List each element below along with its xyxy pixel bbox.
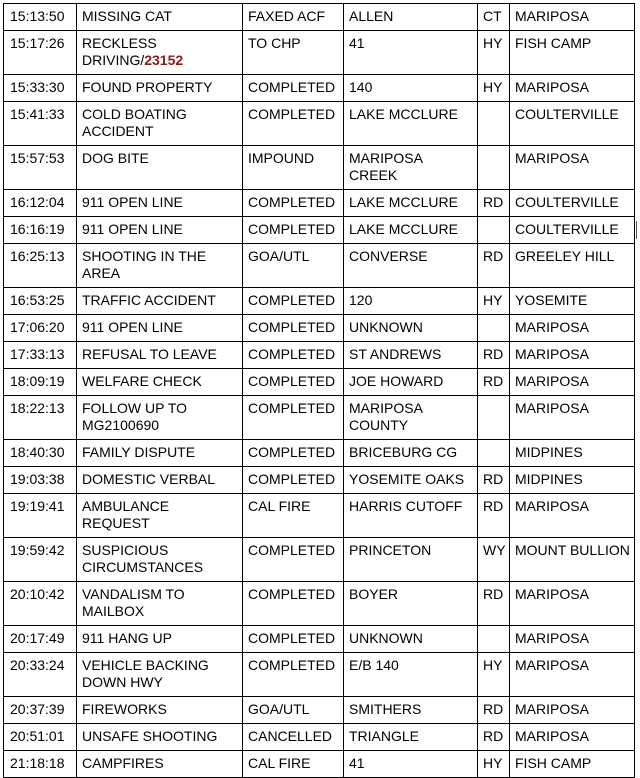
table-row [4, 440, 635, 467]
cell-street-suffix [478, 315, 510, 342]
table-row [4, 697, 635, 724]
cell-location [344, 538, 478, 582]
cell-location [344, 369, 478, 396]
cell-disposition [243, 75, 344, 102]
table-row [4, 190, 635, 217]
cell-time [4, 538, 77, 582]
cell-incident-text: TRAFFIC ACCIDENT [82, 292, 216, 308]
cell-incident [77, 653, 243, 697]
cell-incident [77, 538, 243, 582]
cell-time-text: 18:22:13 [10, 400, 65, 416]
cell-disposition [243, 396, 344, 440]
cell-location [344, 4, 478, 31]
cell-time-text: 19:59:42 [10, 542, 65, 558]
cell-location [344, 217, 478, 244]
page-edge-mark [636, 221, 637, 239]
cell-time-text: 20:51:01 [10, 728, 65, 744]
cell-city [510, 440, 635, 467]
cell-street-suffix-text: CT [483, 8, 502, 24]
cell-location [344, 244, 478, 288]
cell-location [344, 315, 478, 342]
cell-incident-text: CAMPFIRES [82, 755, 164, 771]
cell-city [510, 582, 635, 626]
cell-city-text: MARIPOSA [515, 630, 589, 646]
cell-street-suffix [478, 75, 510, 102]
cell-city [510, 751, 635, 778]
cell-disposition-text: COMPLETED [248, 373, 336, 389]
cell-location [344, 467, 478, 494]
cell-disposition-text: COMPLETED [248, 106, 336, 122]
cell-city-text: MARIPOSA [515, 79, 589, 95]
cell-time-text: 20:10:42 [10, 586, 65, 602]
cell-disposition-text: GOA/UTL [248, 701, 310, 717]
cell-street-suffix [478, 494, 510, 538]
cell-location-text: MARIPOSA COUNTY [349, 400, 423, 433]
cell-location-text: BOYER [349, 586, 399, 602]
table-row [4, 494, 635, 538]
cell-disposition-text: CAL FIRE [248, 755, 311, 771]
cell-time-text: 16:16:19 [10, 221, 65, 237]
cell-street-suffix [478, 538, 510, 582]
cell-time-text: 18:40:30 [10, 444, 65, 460]
cell-disposition [243, 315, 344, 342]
cell-location-text: 140 [349, 79, 373, 95]
cell-incident [77, 369, 243, 396]
cell-street-suffix [478, 582, 510, 626]
cell-incident-text: AMBULANCE REQUEST [82, 498, 170, 531]
cell-city-text: GREELEY HILL [515, 248, 615, 264]
cell-street-suffix-text: HY [483, 292, 503, 308]
cell-disposition-text: IMPOUND [248, 150, 315, 166]
cell-time-text: 18:09:19 [10, 373, 65, 389]
cell-location-text: YOSEMITE OAKS [349, 471, 465, 487]
cell-location [344, 190, 478, 217]
cell-city [510, 75, 635, 102]
cell-city-text: MARIPOSA [515, 150, 589, 166]
cell-incident [77, 288, 243, 315]
table-row [4, 288, 635, 315]
cell-street-suffix-text: RD [483, 701, 504, 717]
cell-disposition-text: CANCELLED [248, 728, 333, 744]
cell-city-text: MARIPOSA [515, 728, 589, 744]
cell-incident [77, 244, 243, 288]
cell-incident [77, 494, 243, 538]
cell-city-text: MARIPOSA [515, 498, 589, 514]
cell-city [510, 342, 635, 369]
cell-time [4, 315, 77, 342]
cell-time [4, 626, 77, 653]
cell-disposition [243, 4, 344, 31]
cell-incident [77, 467, 243, 494]
cell-time [4, 288, 77, 315]
cell-incident [77, 626, 243, 653]
cell-street-suffix [478, 4, 510, 31]
table-row [4, 244, 635, 288]
incident-log-table [3, 3, 635, 778]
table-row [4, 4, 635, 31]
cell-disposition-text: COMPLETED [248, 657, 336, 673]
cell-city [510, 396, 635, 440]
cell-time [4, 146, 77, 190]
cell-city-text: MARIPOSA [515, 586, 589, 602]
cell-location-text: UNKNOWN [349, 630, 423, 646]
table-row [4, 102, 635, 146]
cell-city-text: MARIPOSA [515, 8, 589, 24]
cell-time-text: 20:33:24 [10, 657, 65, 673]
cell-location [344, 31, 478, 75]
cell-location-text: TRIANGLE [349, 728, 420, 744]
cell-incident [77, 4, 243, 31]
cell-city-text: MOUNT BULLION [515, 542, 630, 558]
cell-disposition [243, 342, 344, 369]
cell-time [4, 102, 77, 146]
cell-disposition [243, 626, 344, 653]
cell-city [510, 31, 635, 75]
cell-city [510, 697, 635, 724]
cell-city [510, 102, 635, 146]
cell-street-suffix-text: RD [483, 728, 504, 744]
cell-time-text: 16:12:04 [10, 194, 65, 210]
cell-city-text: COULTERVILLE [515, 106, 619, 122]
cell-street-suffix [478, 217, 510, 244]
table-row [4, 653, 635, 697]
cell-disposition-text: FAXED ACF [248, 8, 326, 24]
cell-street-suffix-text: HY [483, 79, 503, 95]
cell-disposition-text: COMPLETED [248, 194, 336, 210]
cell-incident [77, 724, 243, 751]
table-row [4, 146, 635, 190]
cell-location [344, 146, 478, 190]
cell-city [510, 467, 635, 494]
cell-location [344, 288, 478, 315]
cell-incident-text: RECKLESS DRIVING/ [82, 35, 157, 68]
cell-incident-text: 911 HANG UP [82, 630, 172, 646]
cell-location [344, 494, 478, 538]
cell-street-suffix [478, 342, 510, 369]
cell-time [4, 217, 77, 244]
cell-street-suffix-text: RD [483, 498, 504, 514]
table-row [4, 342, 635, 369]
cell-disposition-text: COMPLETED [248, 471, 336, 487]
cell-city-text: MARIPOSA [515, 319, 589, 335]
cell-street-suffix [478, 467, 510, 494]
cell-location-text: ALLEN [349, 8, 394, 24]
cell-city-text: MIDPINES [515, 444, 583, 460]
cell-time-text: 21:18:18 [10, 755, 65, 771]
cell-disposition-text: COMPLETED [248, 346, 336, 362]
cell-city [510, 146, 635, 190]
cell-city-text: COULTERVILLE [515, 221, 619, 237]
cell-location-text: LAKE MCCLURE [349, 194, 458, 210]
cell-time-text: 16:53:25 [10, 292, 65, 308]
cell-time [4, 751, 77, 778]
table-row [4, 751, 635, 778]
cell-time-text: 20:37:39 [10, 701, 65, 717]
cell-city [510, 653, 635, 697]
cell-disposition [243, 102, 344, 146]
cell-street-suffix-text: RD [483, 471, 504, 487]
cell-incident-text: MISSING CAT [82, 8, 172, 24]
cell-street-suffix [478, 626, 510, 653]
cell-incident-text: COLD BOATING ACCIDENT [82, 106, 187, 139]
cell-street-suffix-text: HY [483, 35, 503, 51]
cell-time [4, 697, 77, 724]
cell-city-text: FISH CAMP [515, 755, 592, 771]
cell-disposition-text: CAL FIRE [248, 498, 311, 514]
cell-time-text: 15:17:26 [10, 35, 65, 51]
cell-disposition-text: COMPLETED [248, 79, 336, 95]
cell-incident [77, 342, 243, 369]
cell-street-suffix [478, 751, 510, 778]
cell-disposition-text: COMPLETED [248, 319, 336, 335]
cell-time-text: 19:03:38 [10, 471, 65, 487]
cell-city [510, 538, 635, 582]
cell-disposition [243, 217, 344, 244]
cell-incident-text: DOG BITE [82, 150, 149, 166]
cell-time [4, 396, 77, 440]
cell-disposition [243, 244, 344, 288]
cell-incident-text: 911 OPEN LINE [82, 319, 183, 335]
cell-time [4, 494, 77, 538]
cell-street-suffix [478, 369, 510, 396]
cell-street-suffix [478, 653, 510, 697]
cell-disposition [243, 653, 344, 697]
cell-time-text: 19:19:41 [10, 498, 65, 514]
cell-incident [77, 190, 243, 217]
table-row [4, 467, 635, 494]
cell-incident-text: REFUSAL TO LEAVE [82, 346, 217, 362]
cell-city [510, 4, 635, 31]
cell-disposition [243, 538, 344, 582]
cell-disposition [243, 697, 344, 724]
cell-location-text: JOE HOWARD [349, 373, 444, 389]
cell-time-text: 15:33:30 [10, 79, 65, 95]
cell-incident-text: SUSPICIOUS CIRCUMSTANCES [82, 542, 204, 575]
table-row [4, 369, 635, 396]
cell-incident [77, 396, 243, 440]
cell-disposition [243, 146, 344, 190]
cell-location [344, 751, 478, 778]
cell-incident [77, 75, 243, 102]
cell-location-text: HARRIS CUTOFF [349, 498, 463, 514]
cell-time-text: 16:25:13 [10, 248, 65, 264]
cell-street-suffix-text: WY [483, 542, 506, 558]
cell-incident-text: FOLLOW UP TO MG2100690 [82, 400, 188, 433]
cell-disposition [243, 467, 344, 494]
cell-location-text: LAKE MCCLURE [349, 221, 458, 237]
cell-location-text: LAKE MCCLURE [349, 106, 458, 122]
cell-incident-text: VEHICLE BACKING DOWN HWY [82, 657, 209, 690]
cell-time-text: 17:33:13 [10, 346, 65, 362]
cell-time-text: 20:17:49 [10, 630, 65, 646]
cell-street-suffix-text: HY [483, 657, 503, 673]
cell-incident [77, 31, 243, 75]
cell-location-text: ST ANDREWS [349, 346, 442, 362]
cell-disposition-text: COMPLETED [248, 630, 336, 646]
cell-incident-text: FOUND PROPERTY [82, 79, 213, 95]
cell-time [4, 75, 77, 102]
cell-time-text: 15:57:53 [10, 150, 65, 166]
cell-disposition-text: COMPLETED [248, 542, 336, 558]
table-row [4, 582, 635, 626]
cell-city [510, 369, 635, 396]
cell-incident [77, 751, 243, 778]
cell-incident [77, 146, 243, 190]
cell-time [4, 440, 77, 467]
cell-incident-text: FIREWORKS [82, 701, 167, 717]
cell-location-text: UNKNOWN [349, 319, 423, 335]
cell-incident-text: DOMESTIC VERBAL [82, 471, 216, 487]
cell-time-text: 15:41:33 [10, 106, 65, 122]
cell-city [510, 626, 635, 653]
cell-time [4, 244, 77, 288]
cell-city-text: MARIPOSA [515, 400, 589, 416]
cell-street-suffix [478, 440, 510, 467]
cell-city [510, 244, 635, 288]
incident-log-body [4, 4, 635, 778]
table-row [4, 724, 635, 751]
cell-street-suffix [478, 244, 510, 288]
cell-time [4, 467, 77, 494]
cell-location-text: 41 [349, 35, 365, 51]
cell-street-suffix [478, 31, 510, 75]
cell-location-text: CONVERSE [349, 248, 428, 264]
cell-location-text: BRICEBURG CG [349, 444, 458, 460]
cell-street-suffix-text: HY [483, 755, 503, 771]
cell-disposition [243, 31, 344, 75]
cell-location [344, 697, 478, 724]
cell-time [4, 653, 77, 697]
cell-disposition-text: COMPLETED [248, 586, 336, 602]
case-code-link[interactable]: 23152 [144, 52, 184, 68]
cell-location-text: 120 [349, 292, 373, 308]
cell-disposition [243, 440, 344, 467]
table-row [4, 75, 635, 102]
cell-incident-text: 911 OPEN LINE [82, 194, 183, 210]
cell-street-suffix [478, 102, 510, 146]
cell-street-suffix [478, 146, 510, 190]
cell-city [510, 288, 635, 315]
cell-incident [77, 582, 243, 626]
cell-street-suffix [478, 697, 510, 724]
cell-street-suffix [478, 288, 510, 315]
cell-city-text: MARIPOSA [515, 701, 589, 717]
cell-incident [77, 697, 243, 724]
cell-incident-text: VANDALISM TO MAILBOX [82, 586, 185, 619]
cell-location-text: SMITHERS [349, 701, 422, 717]
cell-street-suffix [478, 724, 510, 751]
cell-city-text: MIDPINES [515, 471, 583, 487]
cell-location-text: MARIPOSA CREEK [349, 150, 423, 183]
cell-incident-text: SHOOTING IN THE AREA [82, 248, 207, 281]
cell-street-suffix [478, 396, 510, 440]
cell-location-text: 41 [349, 755, 365, 771]
cell-time [4, 369, 77, 396]
cell-disposition-text: COMPLETED [248, 444, 336, 460]
cell-city-text: YOSEMITE [515, 292, 588, 308]
cell-disposition [243, 582, 344, 626]
cell-incident [77, 102, 243, 146]
table-row [4, 31, 635, 75]
table-row [4, 396, 635, 440]
cell-time-text: 17:06:20 [10, 319, 65, 335]
table-row [4, 626, 635, 653]
cell-disposition-text: COMPLETED [248, 400, 336, 416]
cell-time [4, 342, 77, 369]
cell-disposition [243, 190, 344, 217]
cell-incident-text: UNSAFE SHOOTING [82, 728, 218, 744]
cell-city-text: FISH CAMP [515, 35, 592, 51]
cell-city-text: MARIPOSA [515, 373, 589, 389]
cell-time [4, 582, 77, 626]
cell-time [4, 724, 77, 751]
cell-incident [77, 315, 243, 342]
cell-city [510, 724, 635, 751]
cell-location [344, 342, 478, 369]
cell-time-text: 15:13:50 [10, 8, 65, 24]
cell-disposition-text: COMPLETED [248, 221, 336, 237]
cell-location [344, 102, 478, 146]
cell-time [4, 4, 77, 31]
cell-disposition [243, 494, 344, 538]
cell-city [510, 315, 635, 342]
cell-location-text: PRINCETON [349, 542, 432, 558]
cell-location [344, 440, 478, 467]
cell-location [344, 396, 478, 440]
cell-disposition [243, 369, 344, 396]
cell-time [4, 31, 77, 75]
cell-incident-text: FAMILY DISPUTE [82, 444, 196, 460]
cell-city-text: MARIPOSA [515, 346, 589, 362]
cell-location-text: E/B 140 [349, 657, 399, 673]
cell-city-text: MARIPOSA [515, 657, 589, 673]
cell-street-suffix-text: RD [483, 586, 504, 602]
cell-incident [77, 217, 243, 244]
cell-disposition [243, 751, 344, 778]
cell-street-suffix-text: RD [483, 373, 504, 389]
table-row [4, 315, 635, 342]
table-row [4, 217, 635, 244]
cell-location [344, 582, 478, 626]
cell-street-suffix-text: RD [483, 194, 504, 210]
cell-incident-text: WELFARE CHECK [82, 373, 202, 389]
cell-incident [77, 440, 243, 467]
cell-street-suffix-text: RD [483, 346, 504, 362]
cell-disposition [243, 724, 344, 751]
cell-city [510, 217, 635, 244]
table-row [4, 538, 635, 582]
cell-location [344, 626, 478, 653]
cell-time [4, 190, 77, 217]
cell-disposition-text: TO CHP [248, 35, 301, 51]
cell-disposition-text: COMPLETED [248, 292, 336, 308]
cell-disposition [243, 288, 344, 315]
cell-city-text: COULTERVILLE [515, 194, 619, 210]
cell-city [510, 494, 635, 538]
cell-street-suffix-text: RD [483, 248, 504, 264]
cell-disposition-text: GOA/UTL [248, 248, 310, 264]
cell-location [344, 75, 478, 102]
cell-city [510, 190, 635, 217]
cell-incident-text: 911 OPEN LINE [82, 221, 183, 237]
cell-street-suffix [478, 190, 510, 217]
cell-location [344, 653, 478, 697]
cell-location [344, 724, 478, 751]
